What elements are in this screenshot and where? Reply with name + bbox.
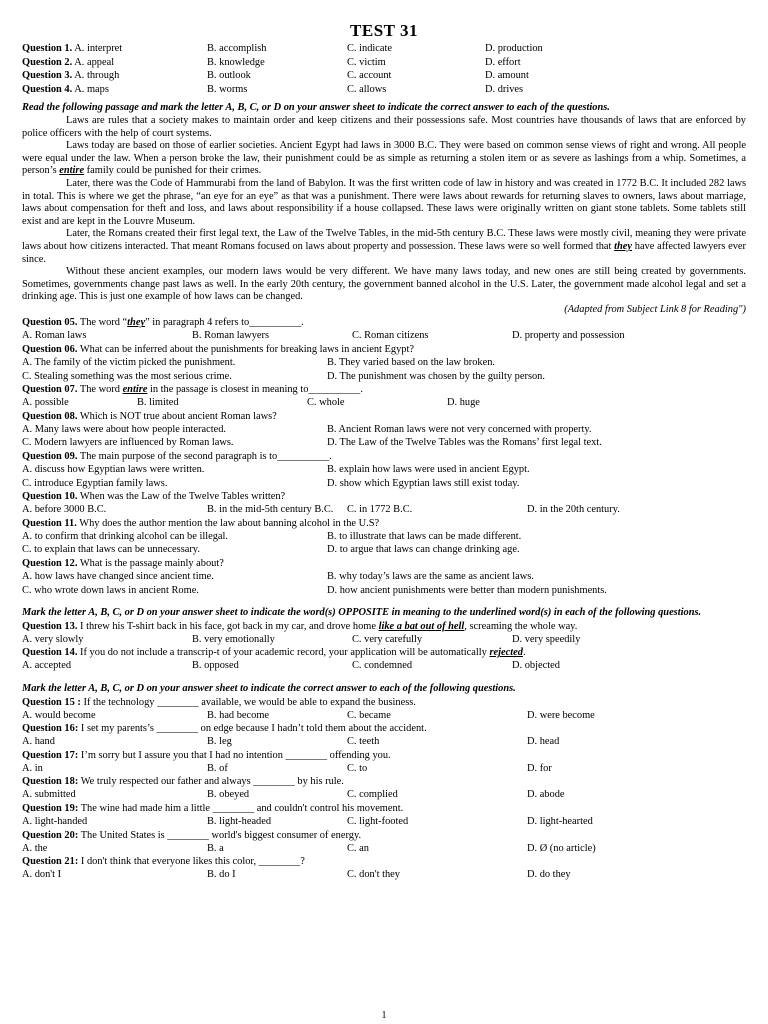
answer-option[interactable]: A. very slowly: [22, 633, 84, 645]
answer-option[interactable]: B. do I: [207, 869, 236, 881]
question-stem: Question 13. I threw his T-shirt back in his face, got back in my car, and drove home like a bat out of hell, screaming the whole way.: [22, 620, 578, 632]
question-stem: Question 15 : If the technology ________ available, we would be able to expand the business.: [22, 696, 416, 708]
question-label: Question 20:: [22, 829, 79, 841]
answer-options: [22, 503, 746, 517]
grammar-questions: [22, 696, 746, 882]
phonetics-option[interactable]: C. victim: [347, 56, 386, 68]
phonetics-option[interactable]: B. knowledge: [207, 56, 265, 68]
passage-paragraph-1: Laws are rules that a society makes to maintain order and keep citizens and their possessions safe. Most countries have thousands of laws that are enforced by police officers with the help of court systems.: [22, 114, 746, 139]
answer-option[interactable]: D. very speedily: [512, 633, 581, 645]
answer-option[interactable]: B. had become: [207, 709, 270, 721]
opposite-instruction: Mark the letter A, B, C, or D on your answer sheet to indicate the word(s) OPPOSITE in meaning to the underlined word(s) in each of the following questions.: [22, 607, 702, 619]
answer-option[interactable]: C. complied: [347, 789, 398, 801]
answer-options: [22, 842, 746, 856]
test-title: TEST 31: [350, 21, 418, 40]
answer-options: [22, 543, 746, 557]
answer-options: [22, 463, 746, 477]
answer-option[interactable]: C. Modern lawyers are influenced by Roman laws.: [22, 437, 234, 449]
answer-options: [22, 329, 746, 343]
phonetics-option[interactable]: D. drives: [485, 83, 524, 95]
answer-option[interactable]: D. The Law of the Twelve Tables was the Romans’ first legal text.: [327, 437, 602, 449]
answer-option[interactable]: C. Roman citizens: [352, 330, 429, 342]
phonetics-option[interactable]: B. outlook: [207, 70, 251, 82]
answer-option[interactable]: A. don't I: [22, 869, 62, 881]
answer-option[interactable]: B. why today’s laws are the same as ancient laws.: [327, 571, 534, 582]
answer-option[interactable]: A. to confirm that drinking alcohol can be illegal.: [22, 530, 229, 542]
question-label: Question 11.: [22, 517, 77, 529]
answer-option[interactable]: C. light-footed: [347, 815, 409, 827]
phonetics-option[interactable]: D. production: [485, 43, 543, 54]
phonetics-option[interactable]: B. worms: [207, 83, 248, 95]
answer-option[interactable]: C. in 1772 B.C.: [347, 504, 413, 516]
question-label: Question 17:: [22, 749, 79, 761]
answer-option[interactable]: C. who wrote down laws in ancient Rome.: [22, 584, 199, 596]
phonetics-option[interactable]: D. effort: [485, 56, 521, 68]
question-stem: Question 11. Why does the author mention the law about banning alcohol in the U.S?: [22, 517, 380, 529]
question-label: Question 19:: [22, 802, 79, 814]
question-label: Question 05.: [22, 317, 78, 329]
answer-options: [22, 788, 746, 802]
answer-options: [22, 370, 746, 384]
underlined-word: like a bat out of hell: [378, 620, 465, 632]
answer-option[interactable]: D. property and possession: [512, 330, 625, 342]
answer-option[interactable]: B. opposed: [192, 660, 239, 672]
answer-option[interactable]: D. to argue that laws can change drinking age.: [327, 544, 520, 556]
answer-option[interactable]: A. submitted: [22, 789, 76, 801]
phonetics-option-a[interactable]: Question 4. A. maps: [22, 83, 109, 95]
answer-option[interactable]: D. do they: [527, 869, 571, 881]
answer-options: [22, 815, 746, 829]
question-stem: Question 08. Which is NOT true about ancient Roman laws?: [22, 410, 277, 422]
question-label: Question 13.: [22, 620, 78, 632]
question-label: Question 2.: [22, 56, 73, 68]
question-label: Question 3.: [22, 70, 73, 82]
answer-option[interactable]: C. whole: [307, 397, 345, 409]
answer-option[interactable]: B. in the mid-5th century B.C.: [207, 504, 334, 516]
answer-option[interactable]: C. condemned: [352, 660, 413, 672]
answer-options: [22, 762, 746, 776]
answer-option[interactable]: A. Roman laws: [22, 330, 87, 342]
reading-questions: [22, 316, 746, 597]
reading-instruction: Read the following passage and mark the letter A, B, C, or D on your answer sheet to indicate the correct answer to each of the questions.: [22, 102, 610, 114]
answer-option[interactable]: C. Stealing something was the most serious crime.: [22, 370, 232, 382]
answer-option[interactable]: B. limited: [137, 397, 179, 409]
question-label: Question 14.: [22, 647, 78, 659]
underlined-word: rejected: [489, 647, 523, 659]
phonetics-question: [22, 56, 746, 70]
answer-options: [22, 570, 746, 584]
reading-passage: [22, 115, 746, 317]
answer-option[interactable]: B. very emotionally: [192, 633, 275, 645]
question-stem: Question 12. What is the passage mainly about?: [22, 558, 224, 569]
question-stem: Question 14. If you do not include a transcrip-t of your academic record, your application will be automatically rejected.: [22, 647, 526, 659]
question-label: Question 18:: [22, 776, 79, 788]
question-stem: Question 09. The main purpose of the second paragraph is to__________.: [22, 451, 332, 463]
answer-options: [22, 633, 746, 647]
question-label: Question 10.: [22, 491, 78, 503]
question-stem: Question 05. The word “they” in paragraph 4 refers to__________.: [22, 317, 304, 329]
phonetics-section: [22, 42, 746, 96]
answer-options: [22, 356, 746, 370]
answer-option[interactable]: A. discuss how Egyptian laws were written.: [22, 464, 205, 476]
question-stem: Question 18: We truly respected our father and always ________ by his rule.: [22, 776, 344, 788]
question-label: Question 16:: [22, 723, 79, 735]
answer-option[interactable]: B. Roman lawyers: [192, 330, 270, 342]
answer-option[interactable]: A. in: [22, 762, 43, 774]
question-label: Question 4.: [22, 83, 73, 95]
answer-option[interactable]: B. obeyed: [207, 789, 250, 801]
passage-paragraph-5: Without these ancient examples, our modern laws would be very different. We have many laws today, and new ones are still being created by governments. Sometimes, governments change past laws as well. In the early 20th century, the government banned alcohol in the U.S. Later, the government made alcohol legal and set a drinking age. This is just one example of how laws can be changed.: [22, 266, 746, 303]
question-stem: Question 06. What can be inferred about the punishments for breaking laws in ancient Egypt?: [22, 344, 414, 356]
underlined-word: they: [127, 317, 146, 329]
answer-option[interactable]: C. to: [347, 762, 368, 774]
answer-option[interactable]: A. hand: [22, 736, 55, 748]
answer-option[interactable]: D. how ancient punishments were better than modern punishments.: [327, 584, 607, 596]
underlined-word: entire: [122, 384, 148, 396]
page-number: 1: [381, 1010, 387, 1021]
answer-option[interactable]: A. light-handed: [22, 815, 88, 827]
answer-options: [22, 530, 746, 544]
answer-option[interactable]: C. don't they: [347, 869, 400, 881]
answer-option[interactable]: A. The family of the victim picked the punishment.: [22, 357, 236, 369]
answer-option[interactable]: D. objected: [512, 660, 560, 672]
phonetics-option-a[interactable]: Question 3. A. through: [22, 70, 120, 82]
answer-options: [22, 868, 746, 882]
answer-option[interactable]: B. to illustrate that laws can be made different.: [327, 530, 522, 542]
question-label: Question 09.: [22, 451, 78, 463]
answer-option[interactable]: A. Many laws were about how people interacted.: [22, 423, 226, 435]
answer-option[interactable]: C. teeth: [347, 736, 380, 748]
question-label: Question 07.: [22, 384, 78, 396]
grammar-instruction: Mark the letter A, B, C, or D on your answer sheet to indicate the correct answer to each of the following questions.: [22, 682, 516, 694]
passage-paragraph-2: Laws today are based on those of earlier societies. Ancient Egypt had laws in 3000 B.C. They were based on common sense views of right and wrong. All people were equal under the law. When a person broke the law, their punishment could be as simple as returning a stolen item or as severe as lashings from a whip. Sometimes, a person’s entire family could be punished for their crimes.: [22, 140, 746, 177]
opposite-questions: [22, 620, 746, 673]
question-stem: Question 10. When was the Law of the Twelve Tables written?: [22, 491, 286, 503]
passage-paragraph-4: Later, the Romans created their first legal text, the Law of the Twelve Tables, in the mid-5th century B.C. These laws were mostly civil, meaning they were private laws about how citizens interacted. That meant Romans focused on laws about property and possession. These laws were so well formed that they have affected lawyers ever since.: [22, 228, 746, 265]
phonetics-option[interactable]: C. allows: [347, 83, 387, 95]
phonetics-option[interactable]: C. indicate: [347, 43, 393, 54]
answer-option[interactable]: A. the: [22, 842, 48, 854]
answer-option[interactable]: C. to explain that laws can be unnecessary.: [22, 544, 200, 556]
question-label: Question 1.: [22, 43, 73, 54]
answer-option[interactable]: D. Ø (no article): [527, 842, 596, 854]
answer-option[interactable]: A. accepted: [22, 660, 72, 672]
phonetics-question: [22, 69, 746, 83]
phonetics-option[interactable]: B. accomplish: [207, 43, 267, 54]
answer-options: [22, 709, 746, 723]
passage-paragraph-3: Later, there was the Code of Hammurabi from the land of Babylon. It was the first written code of law in history and was created in 1772 B.C. It included 282 laws in total. This is where we get the phrase, “an eye for an eye” as that was a punishment. There were laws about rewards for returning slaves to owners, laws about marriage, laws about compensation for theft and loss, and laws about responsibility if a house collapsed. These laws were originally written on giant stone tablets. Some tablets still exist and are kept in the Louvre Museum.: [22, 177, 746, 227]
answer-option[interactable]: A. would become: [22, 709, 96, 721]
answer-option[interactable]: C. introduce Egyptian family laws.: [22, 477, 168, 489]
question-stem: Question 16: I set my parents’s ________ on edge because I hadn’t told them about the accident.: [22, 723, 427, 735]
answer-option[interactable]: B. They varied based on the law broken.: [327, 357, 496, 369]
phonetics-option[interactable]: C. account: [347, 70, 392, 82]
question-stem: Question 21: I don't think that everyone likes this color, ________?: [22, 856, 305, 868]
passage-source: (Adapted from Subject Link 8 for Reading"): [564, 303, 746, 315]
phonetics-option-a[interactable]: Question 1. A. interpret: [22, 43, 123, 54]
question-label: Question 12.: [22, 558, 78, 569]
answer-option[interactable]: D. abode: [527, 789, 565, 801]
answer-option[interactable]: C. an: [347, 842, 369, 854]
answer-option[interactable]: D. were become: [527, 709, 595, 721]
answer-option[interactable]: D. show which Egyptian laws still exist today.: [327, 477, 520, 489]
answer-option[interactable]: B. a: [207, 842, 224, 854]
answer-options: [22, 735, 746, 749]
question-stem: Question 20: The United States is ________ world's biggest consumer of energy.: [22, 829, 362, 841]
answer-option[interactable]: D. head: [527, 736, 560, 748]
answer-option[interactable]: A. before 3000 B.C.: [22, 504, 107, 516]
answer-option[interactable]: D. for: [527, 762, 552, 774]
phonetics-option-a[interactable]: Question 2. A. appeal: [22, 56, 115, 68]
question-label: Question 08.: [22, 410, 78, 422]
phonetics-question: [22, 42, 746, 56]
answer-option[interactable]: B. leg: [207, 736, 232, 748]
question-label: Question 06.: [22, 344, 78, 356]
answer-options: [22, 477, 746, 491]
phonetics-question: [22, 83, 746, 97]
answer-option[interactable]: C. very carefully: [352, 633, 423, 645]
answer-option[interactable]: A. how laws have changed since ancient time.: [22, 571, 214, 582]
question-stem: Question 17: I’m sorry but I assure you that I had no intention ________ offending you.: [22, 749, 391, 761]
answer-options: [22, 584, 746, 598]
answer-option[interactable]: D. huge: [447, 397, 480, 409]
answer-option[interactable]: B. Ancient Roman laws were not very concerned with property.: [327, 423, 592, 435]
answer-options: [22, 659, 746, 673]
answer-option[interactable]: D. in the 20th century.: [527, 504, 620, 516]
answer-option[interactable]: A. possible: [22, 397, 69, 409]
answer-options: [22, 423, 746, 437]
answer-option[interactable]: B. of: [207, 762, 228, 774]
answer-option[interactable]: D. The punishment was chosen by the guilty person.: [327, 370, 545, 382]
answer-options: [22, 396, 746, 410]
answer-option[interactable]: B. light-headed: [207, 815, 272, 827]
question-stem: Question 07. The word entire in the passage is closest in meaning to__________.: [22, 384, 363, 396]
answer-options: [22, 436, 746, 450]
answer-option[interactable]: B. explain how laws were used in ancient Egypt.: [327, 464, 530, 476]
question-stem: Question 19: The wine had made him a little ________ and couldn't control his movement.: [22, 802, 404, 814]
answer-option[interactable]: C. became: [347, 709, 391, 721]
question-label: Question 15 :: [22, 696, 81, 708]
answer-option[interactable]: D. light-hearted: [527, 815, 593, 827]
question-label: Question 21:: [22, 856, 79, 868]
phonetics-option[interactable]: D. amount: [485, 70, 529, 82]
